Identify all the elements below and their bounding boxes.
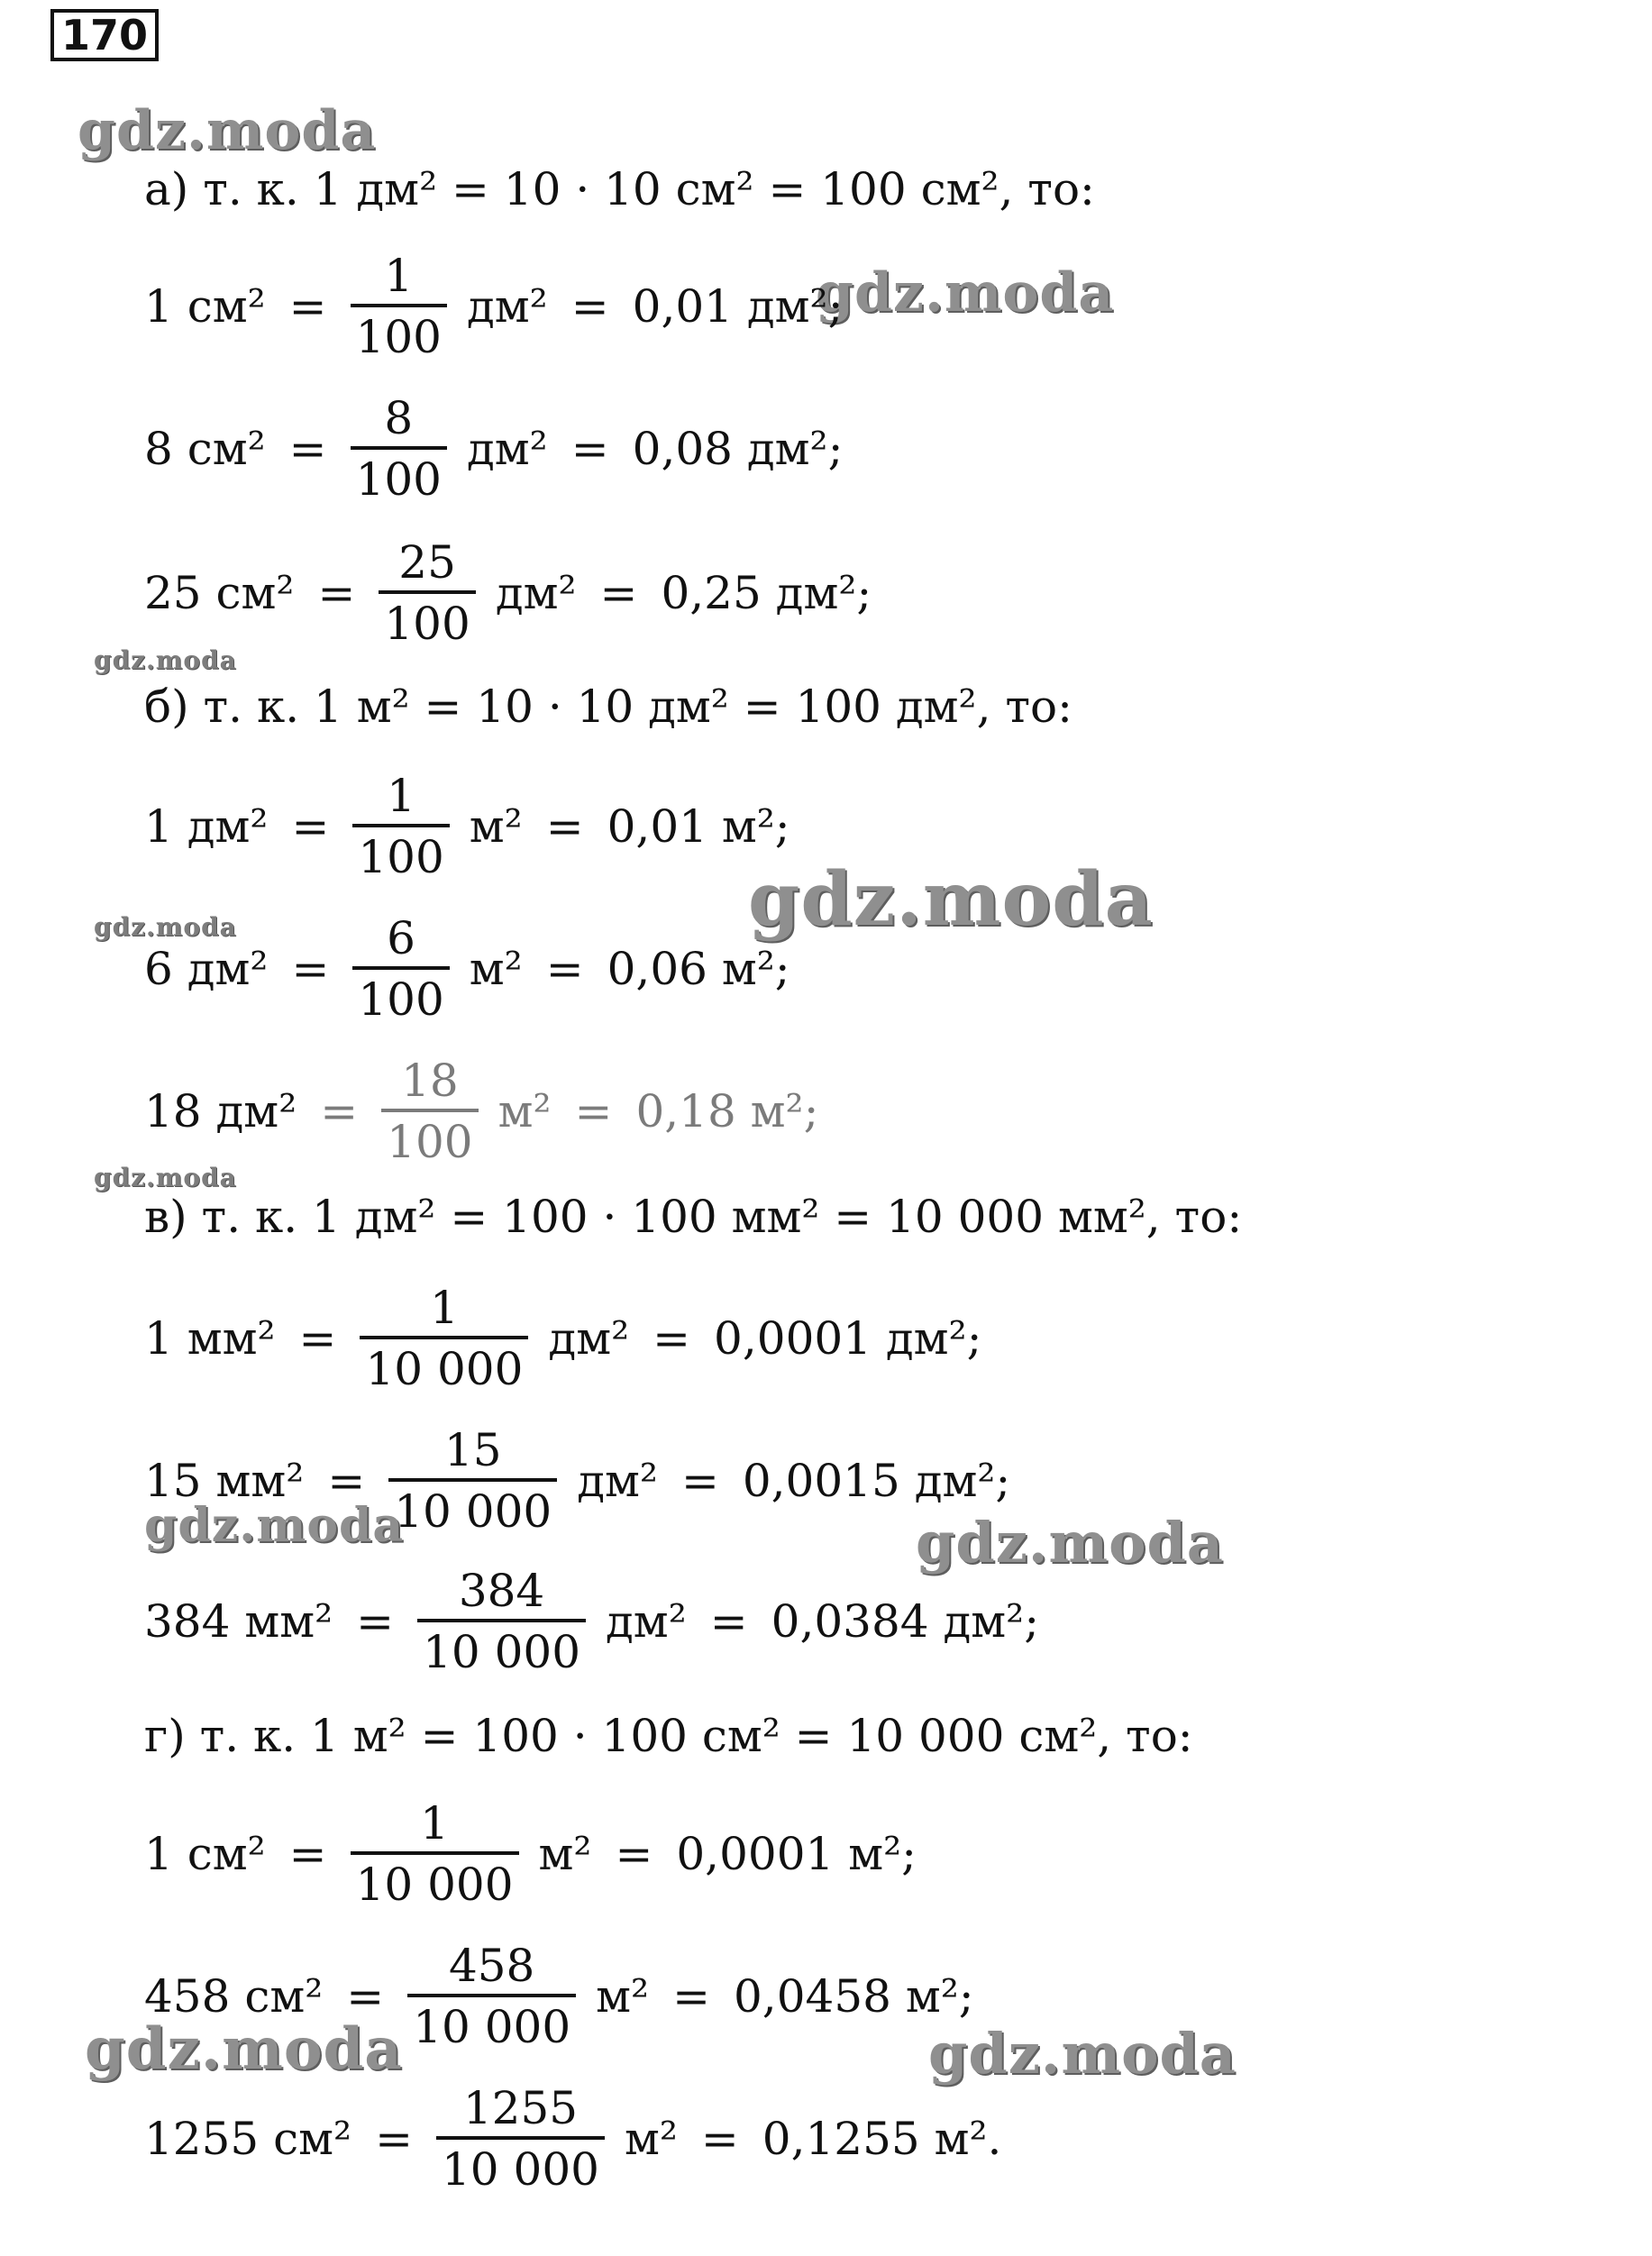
equation-row bbox=[144, 1413, 1010, 1548]
equation-result: 0,06 м²; bbox=[607, 943, 790, 995]
fraction-denominator: 100 bbox=[358, 831, 444, 883]
equation-row bbox=[144, 1786, 917, 1922]
equals-sign: = bbox=[700, 2113, 739, 2165]
watermark: gdz.moda bbox=[94, 1163, 237, 1192]
equation-result: 0,0001 м²; bbox=[676, 1828, 917, 1880]
equals-sign: = bbox=[346, 1970, 385, 2023]
fraction bbox=[351, 250, 447, 363]
equation-lhs: 8 см² bbox=[144, 423, 266, 475]
fraction-denominator: 100 bbox=[384, 598, 470, 650]
equation-result: 0,0015 дм²; bbox=[742, 1455, 1011, 1507]
equals-sign: = bbox=[320, 1085, 359, 1137]
equals-sign: = bbox=[375, 2113, 413, 2165]
equation-lhs: 1 мм² bbox=[144, 1312, 276, 1365]
section-heading-text: а) т. к. 1 дм² = 10 · 10 см² = 100 см², то: bbox=[144, 163, 1095, 215]
equation-result: 0,08 дм²; bbox=[632, 423, 844, 475]
section-g-heading bbox=[144, 1700, 1193, 1772]
equals-sign: = bbox=[291, 800, 330, 853]
equation-unit: дм² bbox=[548, 1312, 630, 1365]
equation-result: 0,0458 м²; bbox=[733, 1970, 974, 2023]
fraction-numerator: 18 bbox=[401, 1055, 459, 1107]
watermark: gdz.moda bbox=[816, 261, 1115, 324]
fraction-denominator: 100 bbox=[355, 311, 442, 363]
fraction bbox=[352, 912, 449, 1026]
equation-lhs: 1 дм² bbox=[144, 800, 269, 853]
fraction-denominator: 10 000 bbox=[355, 1859, 514, 1911]
fraction-denominator: 100 bbox=[355, 453, 442, 506]
equals-sign: = bbox=[653, 1312, 691, 1365]
equation-lhs: 458 см² bbox=[144, 1970, 324, 2023]
watermark: gdz.moda bbox=[928, 2021, 1237, 2087]
fraction bbox=[417, 1565, 586, 1678]
equation-unit: дм² bbox=[467, 280, 548, 333]
equation-result: 0,0001 дм²; bbox=[714, 1312, 982, 1365]
equals-sign: = bbox=[288, 280, 327, 333]
equation-lhs: 1255 см² bbox=[144, 2113, 352, 2165]
equals-sign: = bbox=[356, 1595, 395, 1648]
equation-result: 0,01 м²; bbox=[607, 800, 790, 853]
section-b-heading bbox=[144, 671, 1072, 743]
equals-sign: = bbox=[288, 1828, 327, 1880]
equals-sign: = bbox=[570, 423, 609, 475]
equation-unit: дм² bbox=[467, 423, 548, 475]
equals-sign: = bbox=[672, 1970, 710, 2023]
equals-sign: = bbox=[288, 423, 327, 475]
fraction-denominator: 100 bbox=[387, 1116, 473, 1168]
fraction-denominator: 10 000 bbox=[365, 1343, 524, 1395]
equals-sign: = bbox=[615, 1828, 653, 1880]
fraction-denominator: 10 000 bbox=[413, 2001, 571, 2053]
equation-unit: дм² bbox=[577, 1455, 658, 1507]
fraction-numerator: 25 bbox=[398, 536, 456, 589]
fraction-numerator: 1 bbox=[387, 770, 415, 822]
fraction-denominator: 10 000 bbox=[423, 1626, 581, 1678]
equals-sign: = bbox=[545, 943, 584, 995]
equation-unit: дм² bbox=[495, 567, 577, 619]
equation-unit: м² bbox=[596, 1970, 650, 2023]
section-a-heading bbox=[144, 153, 1095, 225]
equation-result: 0,25 дм²; bbox=[661, 567, 872, 619]
equation-lhs: 15 мм² bbox=[144, 1455, 305, 1507]
fraction bbox=[351, 392, 447, 506]
equation-lhs: 1 см² bbox=[144, 280, 266, 333]
equation-lhs: 384 мм² bbox=[144, 1595, 333, 1648]
equals-sign: = bbox=[545, 800, 584, 853]
equals-sign: = bbox=[680, 1455, 719, 1507]
section-heading-text: г) т. к. 1 м² = 100 · 100 см² = 10 000 см², то: bbox=[144, 1710, 1193, 1762]
fraction-numerator: 458 bbox=[448, 1940, 535, 1992]
equation-row bbox=[144, 1044, 818, 1179]
equation-unit: м² bbox=[469, 800, 523, 853]
fraction-numerator: 1255 bbox=[462, 2082, 579, 2134]
equation-row bbox=[144, 1271, 981, 1406]
equation-result: 0,1255 м². bbox=[762, 2113, 1002, 2165]
equals-sign: = bbox=[709, 1595, 748, 1648]
fraction-denominator: 100 bbox=[358, 973, 444, 1026]
equation-result: 0,0384 дм²; bbox=[771, 1595, 1040, 1648]
equation-row bbox=[144, 525, 872, 661]
equals-sign: = bbox=[291, 943, 330, 995]
equation-row bbox=[144, 2071, 1001, 2206]
equation-result: 0,18 м²; bbox=[635, 1085, 819, 1137]
section-heading-text: в) т. к. 1 дм² = 100 · 100 мм² = 10 000 мм², то: bbox=[144, 1191, 1243, 1243]
equation-row bbox=[144, 1554, 1039, 1689]
equals-sign: = bbox=[574, 1085, 613, 1137]
section-heading-text: б) т. к. 1 м² = 10 · 10 дм² = 100 дм², то: bbox=[144, 680, 1072, 733]
watermark: gdz.moda bbox=[94, 645, 237, 675]
equals-sign: = bbox=[599, 567, 638, 619]
equation-lhs: 6 дм² bbox=[144, 943, 269, 995]
fraction bbox=[360, 1282, 528, 1395]
fraction-numerator: 6 bbox=[387, 912, 415, 964]
fraction-denominator: 10 000 bbox=[441, 2143, 599, 2196]
equation-result: 0,01 дм²; bbox=[632, 280, 844, 333]
equation-lhs: 25 см² bbox=[144, 567, 295, 619]
watermark: gdz.moda bbox=[94, 912, 237, 942]
equation-unit: м² bbox=[538, 1828, 592, 1880]
fraction bbox=[381, 1055, 478, 1168]
fraction bbox=[351, 1797, 519, 1911]
section-v-heading bbox=[144, 1181, 1242, 1253]
watermark: gdz.moda bbox=[144, 1498, 405, 1553]
watermark: gdz.moda bbox=[916, 1510, 1224, 1576]
fraction-denominator: 10 000 bbox=[394, 1485, 552, 1538]
equation-row bbox=[144, 901, 790, 1037]
equation-row bbox=[144, 381, 843, 516]
equation-lhs: 1 см² bbox=[144, 1828, 266, 1880]
equation-row bbox=[144, 1929, 974, 2064]
equals-sign: = bbox=[317, 567, 356, 619]
problem-number: 170 bbox=[50, 9, 159, 61]
fraction-numerator: 1 bbox=[384, 250, 414, 302]
watermark: gdz.moda bbox=[85, 2015, 403, 2083]
equation-unit: м² bbox=[624, 2113, 678, 2165]
fraction-numerator: 15 bbox=[443, 1424, 502, 1476]
watermark: gdz.moda bbox=[78, 99, 377, 162]
equation-row bbox=[144, 759, 790, 894]
equation-unit: м² bbox=[497, 1085, 552, 1137]
fraction bbox=[436, 2082, 605, 2196]
fraction-numerator: 1 bbox=[430, 1282, 459, 1334]
fraction-numerator: 8 bbox=[384, 392, 414, 444]
fraction-numerator: 384 bbox=[458, 1565, 545, 1617]
fraction bbox=[388, 1424, 557, 1538]
equals-sign: = bbox=[570, 280, 609, 333]
fraction bbox=[379, 536, 475, 650]
fraction bbox=[352, 770, 449, 883]
equals-sign: = bbox=[298, 1312, 337, 1365]
fraction-numerator: 1 bbox=[420, 1797, 449, 1850]
watermark: gdz.moda bbox=[748, 856, 1154, 943]
fraction bbox=[407, 1940, 576, 2053]
equation-row bbox=[144, 239, 843, 374]
equation-unit: м² bbox=[469, 943, 523, 995]
equation-unit: дм² bbox=[606, 1595, 687, 1648]
equation-lhs: 18 дм² bbox=[144, 1085, 297, 1137]
equals-sign: = bbox=[327, 1455, 366, 1507]
